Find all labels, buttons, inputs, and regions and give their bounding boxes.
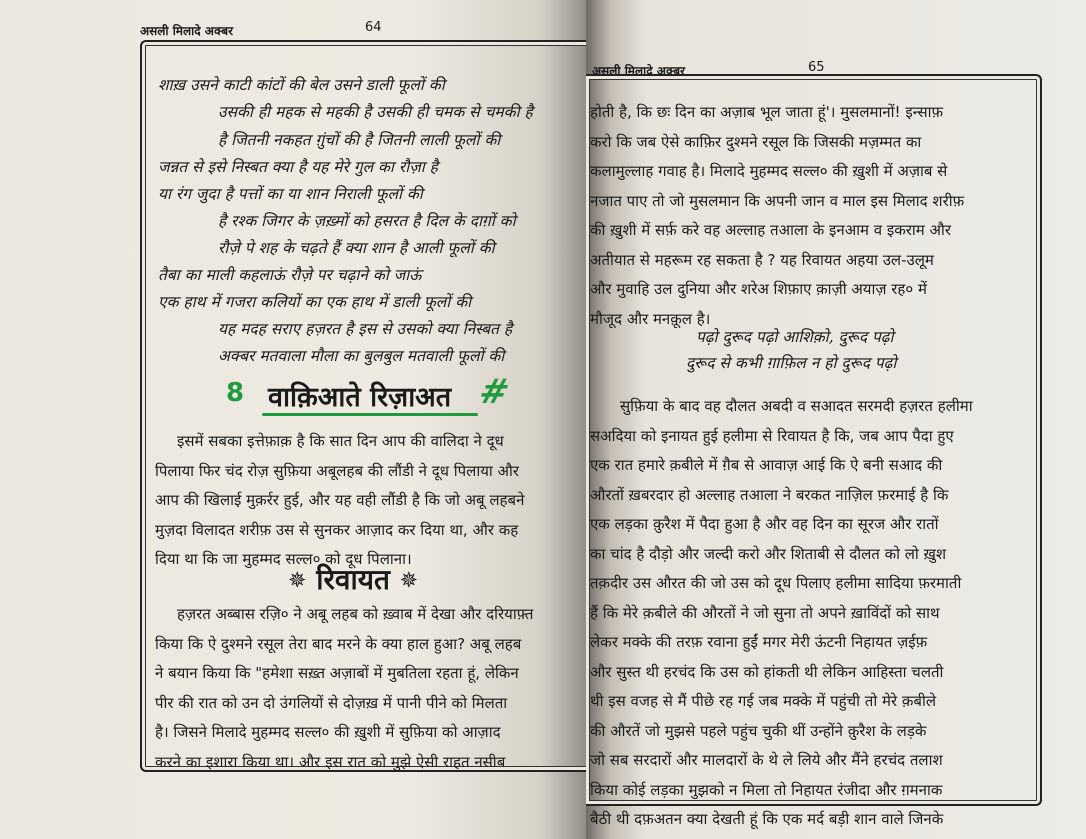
poem-line: रौज़े पे शह के चढ़ते हैं क्या शान है आली फूलों की [218,239,495,257]
text-line: जो सब सरदारों और मालदारों के थे ले लिये और मैंने हरचंद तलाश [590,751,943,769]
paragraph-2 [155,600,575,777]
text-line: आप की खिलाई मुक़र्रर हुई, और यह वही लौंडी है कि जो अबू लहबने [155,491,525,509]
section-heading: वाक़िआते रिज़ाअत [268,382,452,413]
text-line: बैठी थी दफ़अतन क्या देखती हूं कि एक मर्द बड़ी शान वाले जिनके [590,810,944,828]
couplet-line: दुरूद से कभी ग़ाफ़िल न हो दुरूद पढ़ो [686,354,897,372]
text-line: हैं कि मेरे क़बीले की औरतों ने जो सुना तो अपने ख़ाविंदों को साथ [590,603,940,622]
text-line: मौजूद और मनक़ूल है। [590,309,711,328]
text-line: एक लड़का क़ुरैश में पैदा हुआ है और वह दिन का सूरज और रातों [590,515,939,533]
poem-line: एक हाथ में गजरा कलियों का एक हाथ में डाली फूलों की [158,293,472,311]
text-line: होती है, कि छः दिन का अज़ाब भूल जाता हूं'। मुसलमानों! इन्साफ़ [590,103,944,121]
text-line: ने बयान किया कि "हमेशा सख़्त अज़ाबों में मुबतिला रहता हूं, लेकिन [155,664,519,682]
text-line: किया कि ऐ दुश्मने रसूल तेरा बाद मरने के क्या हाल हुआ? अबू लहब [155,634,522,653]
poem-line: जन्नत से इसे निस्बत क्या है यह मेरे गुल का रौज़ा है [158,158,438,176]
poem-line: यह मदह सराए हज़रत है इस से उसको क्या निस्बत है [218,320,513,338]
right-page [586,0,1086,839]
poem-line: है रश्क जिगर के ज़ख़्मों को हसरत है दिल के दाग़ों को [218,212,516,230]
page-number-right: 65 [808,60,825,75]
couplet-line: पढ़ो दुरूद पढ़ो आशिक़ो, दुरूद पढ़ो [696,328,894,346]
poem-line: है जितनी नकहत ग़ुंचों की है जितनी लाली फूलों की [218,131,501,149]
poem-line: या रंग जुदा है पत्तों का या शान निराली फूलों की [158,185,423,203]
riwayat-title: रिवायत [316,563,390,596]
text-line: और मुवाहि उल दुनिया और शरेअ शिफ़ाए क़ाज़ी अयाज़ रह० में [590,280,927,298]
text-line: सुफ़िया के बाद वह दौलत अबदी व सआदत सरमदी हज़रत हलीमा [620,397,973,415]
text-line: नजात पाए तो जो मुसलमान कि अपनी जान व माल इस मिलाद शरीफ़ [590,191,965,210]
poem-line: तैबा का माली कहलाऊं रौज़े पर चढ़ाने को जाऊं [158,266,422,284]
text-line: का चांद है दौड़ो और जल्दी करो और शिताबी से दौलत को लो ख़ुश [590,544,947,563]
text-line: मुज़दा विलादत शरीफ़ उस से सुनकर आज़ाद कर दिया था, और कह [155,520,519,539]
text-line: एक रात हमारे क़बीले में ग़ैब से आवाज़ आई कि ऐ बनी सआद की [590,456,943,474]
green-underline [262,413,478,416]
poem-line: उसकी ही महक से महकी है उसकी ही चमक से चमकी है [218,103,533,121]
annotation-hash: # [474,372,514,412]
text-line: की ख़ुशी में सर्फ़ करे वह अल्लाह तआला के इनआम व इकराम और [590,221,951,239]
text-line: किया कोई लड़का मुझको न मिला तो निहायत रंजीदा और ग़मनाक [590,780,943,799]
riwayat-heading [288,560,418,598]
poem-line: शाख़ उसने काटी कांटों की बेल उसने डाली फूलों की [158,76,445,94]
text-line: हज़रत अब्बास रज़ि० ने अबू लहब को ख़्वाब में देखा और दरियाफ़्त [177,605,534,623]
text-line: करो कि जब ऐसे काफ़िर दुश्मने रसूल कि जिसकी मज़म्मत का [590,132,922,151]
paragraph-1 [155,427,575,575]
paragraph-1-right [590,98,1030,334]
running-head-right: असली मिलादे अक्बर [592,64,686,78]
page-number-left: 64 [365,20,382,35]
text-line: करने का इशारा किया था। और इस रात को मुझे ऐसी राहत नसीब [155,752,506,771]
text-line: औरतों ख़बरदार हो अल्लाह तआला ने बरकत नाज़िल फ़रमाई है कि [590,485,949,504]
text-line: लेकर मक्के की तरफ़ रवाना हुईं मगर मेरी ऊंटनी निहायत ज़ईफ़ [590,633,928,651]
annotation-number: 8 [226,378,245,408]
text-line: है। जिसने मिलादे मुहम्मद सल्ल० की ख़ुशी में सुफ़िया को आज़ाद [155,723,501,741]
text-line: पीर की रात को उन दो उंगलियों से दोज़ख़ में पानी पीने को मिलता [155,693,508,712]
text-line: दिया था कि जा मुहम्मद सल्ल० को दूध पिलाना। [155,550,412,568]
star-ornament-icon: ✵ [399,568,419,594]
text-line: अतीयात से महरूम रह सकता है ? यह रिवायत अहया उल-उलूम [590,250,934,269]
running-head-left: असली मिलादे अक्बर [140,24,234,38]
text-line: और सुस्त थी हरचंद कि उस को हांकती थी लेकिन आहिस्ता चलती [590,662,944,681]
poem-line: अक्बर मतवाला मौला का बुलबुल मतवाली फूलों की [218,347,505,365]
text-line: की औरतें जो मुझसे पहले पहुंच चुकी थीं उन्होंने क़ुरैश के लड़के [590,721,927,740]
text-line: कलामुल्लाह गवाह है। मिलादे मुहम्मद सल्ल० की ख़ुशी में अज़ाब से [590,162,948,180]
text-line: तक़दीर उस औरत की जो उस को दूध पिलाए हलीमा सादिया फ़रमाती [590,574,962,592]
text-line: इसमें सबका इत्तेफ़ाक़ है कि सात दिन आप की वालिदा ने दूध [177,432,504,450]
paragraph-2-right [590,392,1030,835]
text-line: पिलाया फिर चंद रोज़ सुफ़िया अबूलहब की लौंडी ने दूध पिलाया और [155,461,520,480]
text-line: सअदिया को इनायत हुई हलीमा से रिवायत है कि, जब आप पैदा हुए [590,426,954,445]
star-ornament-icon: ✵ [288,568,307,594]
text-line: थी इस वजह से मैं पीछे रह गई जब मक्के में पहुंची तो मेरे क़बीले [590,692,937,710]
